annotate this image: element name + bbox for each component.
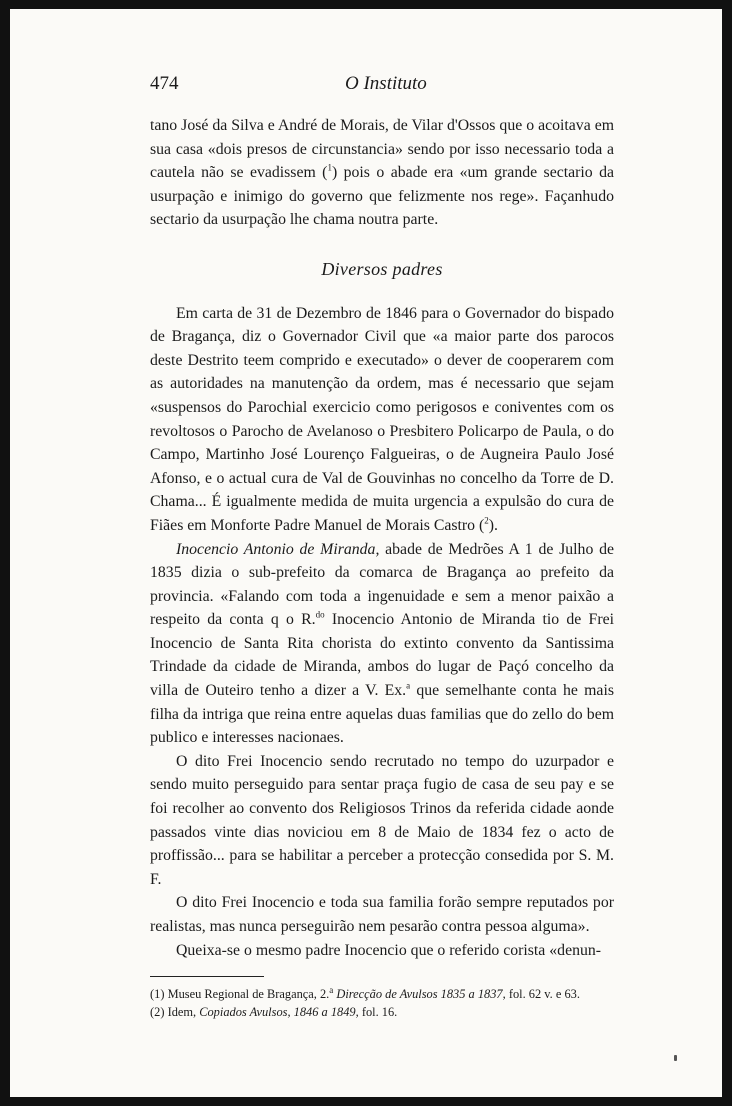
footnote-2: (2) Idem, Copiados Avulsos, 1846 a 1849, fol. 16.	[150, 1005, 398, 1020]
footnotes	[150, 985, 614, 1021]
book-page	[10, 9, 722, 1097]
page-body	[150, 114, 614, 1021]
ink-speck	[674, 1055, 677, 1061]
page-header	[150, 73, 610, 99]
page-number: 474	[150, 73, 179, 94]
running-title: O Instituto	[345, 73, 427, 94]
paragraph-5: O dito Frei Inocencio e toda sua familia forão sempre reputados por realistas, mas nunca perseguirão nem pesarão contra pessoa alguma».	[150, 894, 614, 935]
person-name: Inocencio Antonio de Miranda,	[176, 540, 380, 558]
footnote-1: (1) Museu Regional de Bragança, 2.$^a$ Direcção de Avulsos 1835 a 1837, fol. 62 v. e 63.	[150, 985, 580, 1002]
paragraph-1: tano José da Silva e André de Morais, de Vilar d'Ossos que o acoitava em sua casa «dois presos de circunstancia» sendo por isso necessario toda a cautela não se evadissem ($^1$) pois o abade era «um grande sectario da usurpação e inimigo do governo que felizmente nos rege». Façanhudo sectario da usurpação lhe chama noutra parte.	[150, 117, 614, 229]
footnote-ref-2: 2	[484, 515, 489, 526]
paragraph-6: Queixa-se o mesmo padre Inocencio que o referido corista «denun-	[176, 941, 602, 959]
paragraph-4: O dito Frei Inocencio sendo recrutado no tempo do uzurpador e sendo muito perseguido para sentar praça fugio de casa de seu pay e se foi recolher ao convento dos Religiosos Trinos da referida cidade aonde passados vinte dias noviciou em 8 de Maio de 1834 fez o acto de proffissão... para se habilitar a perceber a protecção consedida por S. M. F.	[150, 752, 614, 888]
section-heading: Diversos padres	[321, 258, 443, 279]
paragraph-2: Em carta de 31 de Dezembro de 1846 para o Governador do bispado de Bragança, diz o Governador Civil que «a maior parte dos parocos deste Destrito teem comprido e executado» o dever de cooperarem com as autoridades na manutenção da ordem, mas é necessario que sejam «suspensos do Parochial exercicio como perigosos e coniventes com os revoltosos o Parocho de Avelanoso o Presbitero Policarpo de Paula, o do Campo, Martinho José Lourenço Falgueiras, o de Augneira Paulo José Afonso, e o actual cura de Val de Gouvinhas no concelho da Torre de D. Chama... É igualmente medida de muita urgencia a expulsão do cura de Fiães em Monforte Padre Manuel de Morais Castro ($^2$).	[150, 304, 614, 534]
paragraph-3: Inocencio Antonio de Miranda, abade de Medrões A 1 de Julho de 1835 dizia o sub-prefeito da comarca de Bragança ao prefeito da provincia. «Falando com toda a ingenuidade e sem a menor paixão a respeito da conta q o R.$^{do}$ Inocencio Antonio de Miranda tio de Frei Inocencio de Santa Rita chorista do extinto convento da Santissima Trindade da cidade de Miranda, ambos do lugar de Paçó concelho da villa de Outeiro tenho a dizer a V. Ex.$^a$ que semelhante conta he mais filha da intriga que reina entre aquelas duas familias que do zello do bem publico e interesses nacionaes.	[150, 540, 614, 747]
footnote-ref-1: 1	[327, 162, 332, 173]
footnote-divider	[150, 976, 264, 977]
